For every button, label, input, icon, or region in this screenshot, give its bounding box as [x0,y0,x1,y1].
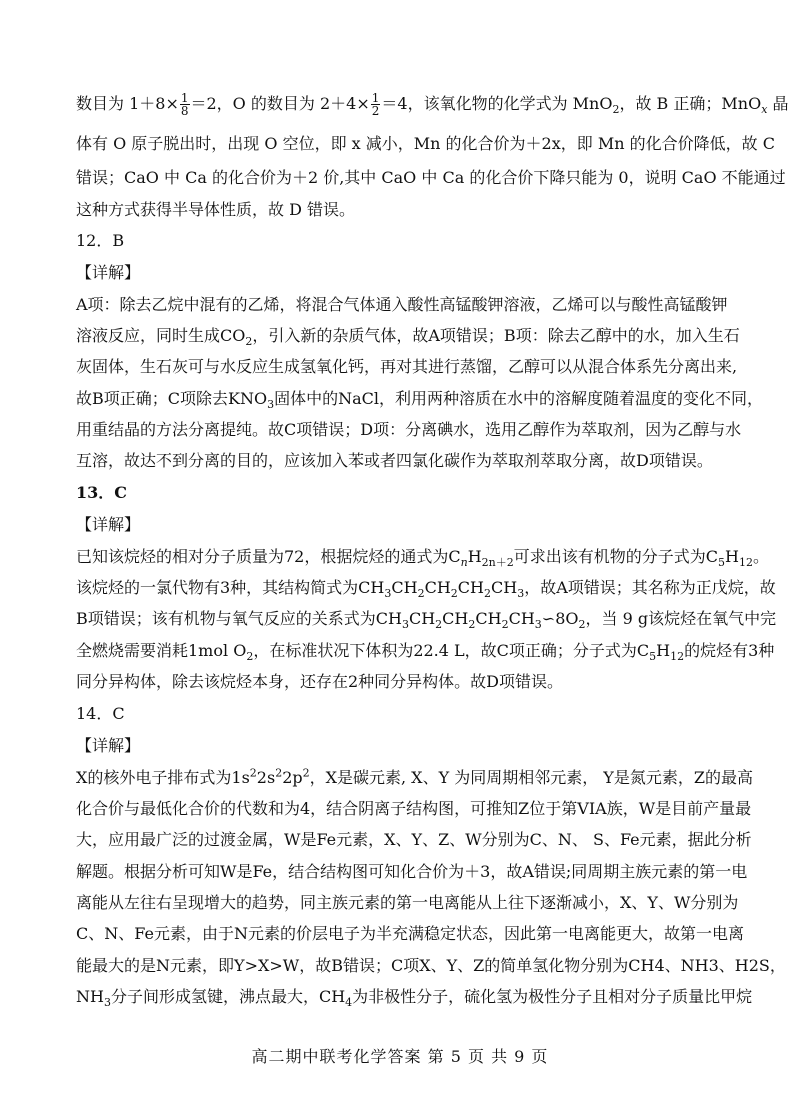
text-segment: 故B项正确；C项除去KNO [76,389,268,408]
text-segment: CH [424,578,451,597]
text-line-9: 灰固体，生石灰可与水反应生成氢氧化钙，再对其进行蒸馏，乙醇可以从混合体系先分离出来, [76,357,738,376]
text-line-17 [76,608,777,632]
text-line-28: 能最大的是N元素，即Y>X>W，故B错误；C项X、Y、Z的简单氢化物分别为CH4、NH3、H2S， [76,956,786,975]
subscript: 2 [246,650,254,664]
subscript: 4 [345,996,353,1010]
subscript: 3 [384,587,392,601]
subscript: 2 [612,103,620,117]
text-line-24: 大，应用最广泛的过渡金属，W是Fe元素，X、Y、Z、W分别为C、N、 S、Fe元素，据此分析 [76,830,752,849]
text-line-22 [76,766,753,789]
text-segment: ，故A项错误；其名称为正戊烷，故 [524,578,776,597]
subscript: 3 [517,587,525,601]
subscript: 3 [534,618,542,632]
text-line-10 [76,388,763,412]
subscript: 12 [738,556,753,570]
text-segment: ，引入新的杂质气体，故A项错误；B项：除去乙醇中的水，加入生石 [252,326,740,345]
text-segment: 溶液反应，同时生成CO [76,326,246,345]
subscript: 2 [417,587,425,601]
text-segment: 该烷烃的一氯代物有3种，其结构简式为CH [76,578,385,597]
text-line-2: 体有 O 原子脱出时，出现 O 空位，即 x 减小，Mn 的化合价为＋2x，即 Mn 的化合价降低，故 C [76,134,775,153]
subscript: 2 [468,618,476,632]
text-segment: 已知该烷烃的相对分子质量为72，根据烷烃的通式为C [76,547,461,566]
text-segment: CH [491,578,518,597]
text-line-26: 离能从左往右呈现增大的趋势，同主族元素的第一电离能从上往下逐渐减小，X、Y、W分别为 [76,893,739,912]
fraction [180,92,190,117]
fraction-numerator: 1 [371,91,380,105]
text-segment: ，X是碳元素, X、Y 为同周期相邻元素， Y是氮元素，Z的最高 [309,768,753,787]
text-line-15 [76,546,769,570]
subscript: 2 [435,618,443,632]
text-segment: 为非极性分子，硫化氢为极性分子且相对分子质量比甲烷 [352,987,753,1006]
subscript: 2 [578,618,586,632]
text-line-16 [76,577,776,601]
text-segment: 数目为 1＋8× [76,94,179,113]
text-segment: CH [457,578,484,597]
text-segment: 固体中的NaCl，利用两种溶质在水中的溶解度随着温度的变化不同， [274,389,763,408]
subscript: x [761,103,768,117]
fraction-denominator: 8 [180,104,189,118]
text-segment: ，在标准状况下体积为22.4 L，故C项正确；分子式为C [253,641,650,660]
subscript: 2 [484,587,491,601]
subscript: 5 [718,556,725,570]
text-line-18 [76,640,775,664]
subscript: 3 [401,618,409,632]
text-segment: CH [408,609,436,628]
text-line-12: 互溶，故达不到分离的目的，应该加入苯或者四氯化碳作为萃取剂萃取分离，故D项错误。 [76,451,713,470]
text-segment: CH [442,609,469,628]
text-line-8 [76,325,740,349]
subscript: 3 [103,996,111,1010]
subscript: 2 [245,335,253,349]
text-segment: 2p [282,768,303,787]
explanation-label: 【详解】 [76,515,141,534]
text-segment: 。 [752,547,769,566]
fraction-numerator: 1 [180,91,189,105]
text-segment: ∽8O [541,609,579,628]
text-line-23: 化合价与最低化合价的代数和为4，结合阴离子结构图，可推知Z位于第VIA族，W是目前产量最 [76,799,752,818]
text-segment: 的烷烃有3种 [684,641,775,660]
text-segment: H [656,641,671,660]
subscript: 12 [670,650,685,664]
fraction [371,92,381,117]
text-segment: 可求出该有机物的分子式为C [513,547,718,566]
text-segment: ，当 9 g该烷烃在氧气中完 [585,609,777,628]
text-line-1 [76,91,789,118]
answer-heading-14: 14．C [76,704,125,723]
superscript: 2 [302,766,310,780]
text-segment: 2s [256,768,276,787]
subscript: 3 [267,398,275,412]
text-segment: ，故 B 正确；MnO [619,94,762,113]
answer-heading-13: 13．C [76,483,128,502]
fraction-denominator: 2 [371,104,380,118]
explanation-label: 【详解】 [76,263,141,282]
text-segment: ＝2，O 的数目为 2＋4× [190,94,370,113]
text-segment: 分子间形成氢键，沸点最大，CH [110,987,346,1006]
text-line-25: 解题。根据分析可知W是Fe，结合结构图可知化合价为＋3，故A错误;同周期主族元素的第一电 [76,862,748,881]
text-line-27: C、N、Fe元素，由于N元素的价层电子为半充满稳定状态，因此第一电离能更大，故第一电离 [76,924,744,943]
text-line-7: A项：除去乙烷中混有的乙烯，将混合气体通入酸性高锰酸钾溶液，乙烯可以与酸性高锰酸钾 [76,295,728,314]
text-line-11: 用重结晶的方法分离提纯。故C项错误；D项：分离碘水，选用乙醇作为萃取剂，因为乙醇与水 [76,420,742,439]
text-segment: H [725,547,739,566]
text-segment: H [467,547,482,566]
text-line-19: 同分异构体，除去该烷烃本身，还存在2种同分异构体。故D项错误。 [76,672,564,691]
text-segment: 晶 [767,94,789,113]
subscript: 2n＋2 [481,556,514,570]
subscript: 2 [501,618,509,632]
text-segment: CH [475,609,502,628]
subscript: n [460,556,468,570]
answer-heading-12: 12．B [76,231,125,250]
explanation-label: 【详解】 [76,736,141,755]
text-line-29 [76,986,753,1010]
text-segment: B项错误；该有机物与氧气反应的关系式为CH [76,609,402,628]
text-segment: ＝4，该氧化物的化学式为 MnO [381,94,613,113]
text-segment: X的核外电子排布式为1s [76,768,250,787]
text-segment: NH [76,987,104,1006]
subscript: 5 [649,650,657,664]
superscript: 2 [275,766,283,780]
text-line-3: 错误；CaO 中 Ca 的化合价为＋2 价,其中 CaO 中 Ca 的化合价下降只能为 0，说明 CaO 不能通过 [76,168,786,187]
text-segment: CH [508,609,535,628]
text-segment: CH [391,578,418,597]
page-footer: 高二期中联考化学答案 第 5 页 共 9 页 [251,1047,549,1066]
subscript: 2 [450,587,458,601]
text-line-4: 这种方式获得半导体性质，故 D 错误。 [76,200,356,219]
text-segment: 全燃烧需要消耗1mol O [76,641,247,660]
superscript: 2 [249,766,257,780]
